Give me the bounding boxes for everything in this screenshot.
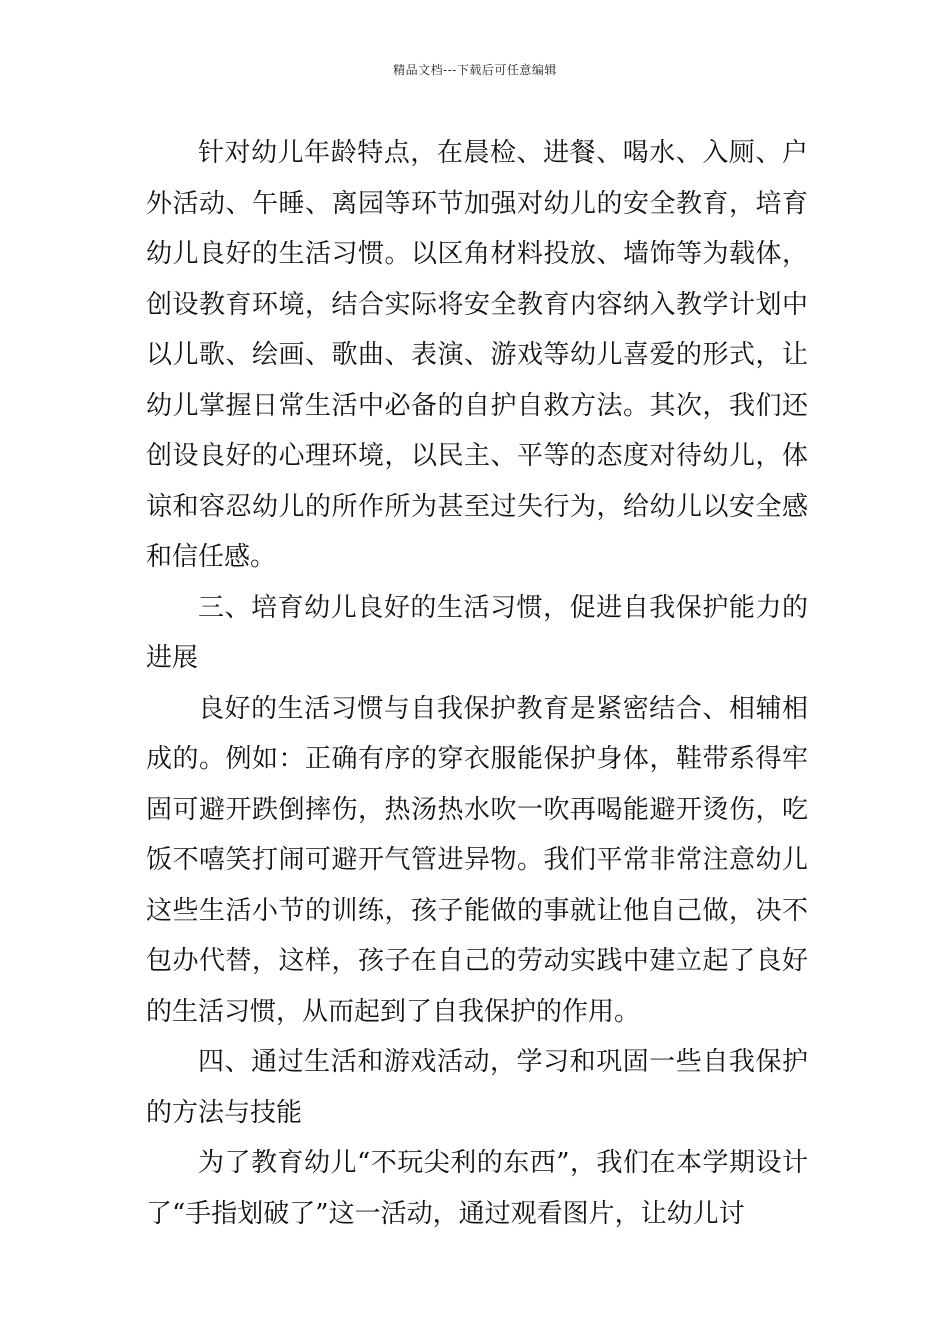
section-heading-three: 三、培育幼儿良好的生活习惯，促进自我保护能力的进展 — [146, 592, 808, 673]
body-paragraph-activity: 为了教育幼儿“不玩尖利的东西”，我们在本学期设计了“手指划破了”这一活动，通过观看图片，让幼儿讨 — [146, 1148, 808, 1229]
body-paragraph-habits: 良好的生活习惯与自我保护教育是紧密结合、相辅相成的。例如：正确有序的穿衣服能保护身体，鞋带系得牢固可避开跌倒摔伤，热汤热水吹一吹再喝能避开烫伤，吃饭不嘻笑打闹可避开气管进异物。我们平常非常注意幼儿这些生活小节的训练，孩子能做的事就让他自己做，决不包办代替，这样，孩子在自己的劳动实践中建立起了良好的生活习惯，从而起到了自我保护的作用。 — [146, 693, 808, 1027]
document-body — [146, 128, 808, 1239]
body-paragraph-safety-education: 针对幼儿年龄特点，在晨检、进餐、喝水、入厕、户外活动、午睡、离园等环节加强对幼儿的安全教育，培育幼儿良好的生活习惯。以区角材料投放、墙饰等为载体，创设教育环境，结合实际将安全教育内容纳入教学计划中以儿歌、绘画、歌曲、表演、游戏等幼儿喜爱的形式，让幼儿掌握日常生活中必备的自护自救方法。其次，我们还创设良好的心理环境，以民主、平等的态度对待幼儿，体谅和容忍幼儿的所作所为甚至过失行为，给幼儿以安全感和信任感。 — [146, 138, 808, 572]
section-heading-four: 四、通过生活和游戏活动，学习和巩固一些自我保护的方法与技能 — [146, 1047, 808, 1128]
page-header: 精品文档---下载后可任意编辑 — [393, 63, 557, 77]
